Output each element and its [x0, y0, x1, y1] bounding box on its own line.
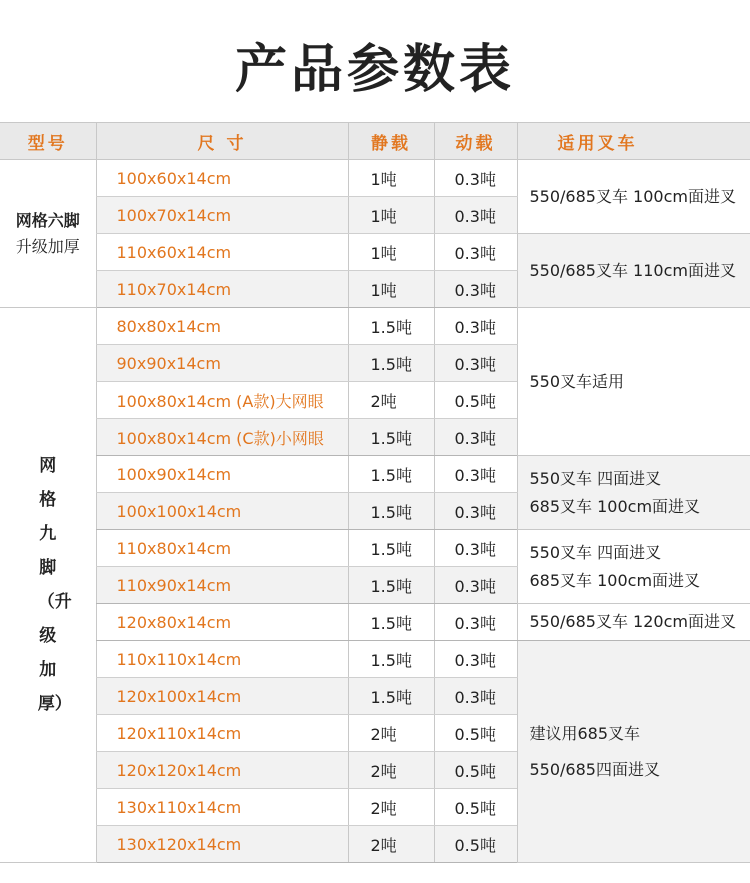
size-cell: 120x100x14cm: [96, 678, 348, 715]
static-load-cell: 2吨: [348, 715, 434, 752]
forklift-line: 550叉车 四面进叉: [529, 468, 662, 488]
forklift-line: 685叉车 100cm面进叉: [529, 570, 701, 590]
header-size: 尺 寸: [96, 123, 348, 160]
dynamic-load-cell: 0.5吨: [434, 382, 517, 419]
page-title: 产品参数表: [234, 40, 515, 100]
size-cell: 110x70x14cm: [96, 271, 348, 308]
dynamic-load-cell: 0.5吨: [434, 752, 517, 789]
size-cell: 110x110x14cm: [96, 641, 348, 678]
forklift-cell: [517, 641, 750, 863]
dynamic-load-cell: 0.3吨: [434, 234, 517, 271]
forklift-line: 550/685叉车 110cm面进叉: [529, 260, 736, 280]
forklift-line: 建议用685叉车: [529, 723, 641, 743]
model-subtitle: 升级加厚: [15, 236, 80, 256]
static-load-cell: 2吨: [348, 826, 434, 863]
size-cell: 110x60x14cm: [96, 234, 348, 271]
dynamic-load-cell: 0.3吨: [434, 308, 517, 345]
forklift-line: 685叉车 100cm面进叉: [529, 496, 701, 516]
table-row: [0, 234, 750, 271]
forklift-cell: [517, 456, 750, 530]
table-row: [0, 530, 750, 567]
table-row: [0, 456, 750, 493]
table-row: [0, 308, 750, 345]
static-load-cell: 1吨: [348, 234, 434, 271]
forklift-cell: [517, 530, 750, 604]
size-cell: 100x80x14cm (A款)大网眼: [96, 382, 348, 419]
static-load-cell: 1.5吨: [348, 456, 434, 493]
dynamic-load-cell: 0.3吨: [434, 530, 517, 567]
header-dynamic-load: 动载: [434, 123, 517, 160]
forklift-cell: [517, 160, 750, 234]
dynamic-load-cell: 0.5吨: [434, 715, 517, 752]
size-cell: 100x100x14cm: [96, 493, 348, 530]
dynamic-load-cell: 0.3吨: [434, 160, 517, 197]
dynamic-load-cell: 0.3吨: [434, 271, 517, 308]
static-load-cell: 1.5吨: [348, 567, 434, 604]
forklift-cell: [517, 308, 750, 456]
header-model: 型号: [0, 123, 96, 160]
size-cell: 110x90x14cm: [96, 567, 348, 604]
static-load-cell: 1.5吨: [348, 345, 434, 382]
size-cell: 100x60x14cm: [96, 160, 348, 197]
static-load-cell: 1.5吨: [348, 308, 434, 345]
size-cell: 120x80x14cm: [96, 604, 348, 641]
header-forklift: 适用叉车: [517, 123, 750, 160]
static-load-cell: 2吨: [348, 789, 434, 826]
dynamic-load-cell: 0.3吨: [434, 456, 517, 493]
dynamic-load-cell: 0.3吨: [434, 641, 517, 678]
static-load-cell: 1.5吨: [348, 493, 434, 530]
size-cell: 110x80x14cm: [96, 530, 348, 567]
table-row: [0, 160, 750, 197]
model-grid-nine: [0, 308, 96, 863]
static-load-cell: 1.5吨: [348, 641, 434, 678]
spec-table: [0, 122, 750, 863]
model-grid-six: [0, 160, 96, 308]
size-cell: 100x80x14cm (C款)小网眼: [96, 419, 348, 456]
size-cell: 120x120x14cm: [96, 752, 348, 789]
model-name-bold: 网格六脚: [15, 210, 80, 230]
size-cell: 120x110x14cm: [96, 715, 348, 752]
static-load-cell: 1.5吨: [348, 419, 434, 456]
forklift-cell: [517, 604, 750, 641]
forklift-line: 550叉车适用: [529, 371, 625, 391]
dynamic-load-cell: 0.5吨: [434, 789, 517, 826]
size-cell: 90x90x14cm: [96, 345, 348, 382]
dynamic-load-cell: 0.3吨: [434, 419, 517, 456]
forklift-line: 550/685四面进叉: [529, 759, 660, 779]
static-load-cell: 1.5吨: [348, 530, 434, 567]
header-static-load: 静载: [348, 123, 434, 160]
dynamic-load-cell: 0.3吨: [434, 567, 517, 604]
dynamic-load-cell: 0.3吨: [434, 493, 517, 530]
table-row: [0, 641, 750, 678]
static-load-cell: 2吨: [348, 752, 434, 789]
size-cell: 130x110x14cm: [96, 789, 348, 826]
dynamic-load-cell: 0.3吨: [434, 678, 517, 715]
table-row: [0, 604, 750, 641]
dynamic-load-cell: 0.3吨: [434, 345, 517, 382]
static-load-cell: 2吨: [348, 382, 434, 419]
size-cell: 130x120x14cm: [96, 826, 348, 863]
forklift-line: 550/685叉车 120cm面进叉: [529, 612, 736, 631]
size-cell: 80x80x14cm: [96, 308, 348, 345]
static-load-cell: 1吨: [348, 160, 434, 197]
dynamic-load-cell: 0.3吨: [434, 604, 517, 641]
static-load-cell: 1.5吨: [348, 678, 434, 715]
forklift-cell: [517, 234, 750, 308]
forklift-line: 550/685叉车 100cm面进叉: [529, 186, 736, 206]
size-cell: 100x70x14cm: [96, 197, 348, 234]
model-name-vertical: 网格九脚（升级加厚）: [37, 456, 72, 714]
dynamic-load-cell: 0.3吨: [434, 197, 517, 234]
table-header-row: [0, 123, 750, 160]
static-load-cell: 1吨: [348, 271, 434, 308]
static-load-cell: 1.5吨: [348, 604, 434, 641]
dynamic-load-cell: 0.5吨: [434, 826, 517, 863]
static-load-cell: 1吨: [348, 197, 434, 234]
size-cell: 100x90x14cm: [96, 456, 348, 493]
forklift-line: 550叉车 四面进叉: [529, 542, 662, 562]
